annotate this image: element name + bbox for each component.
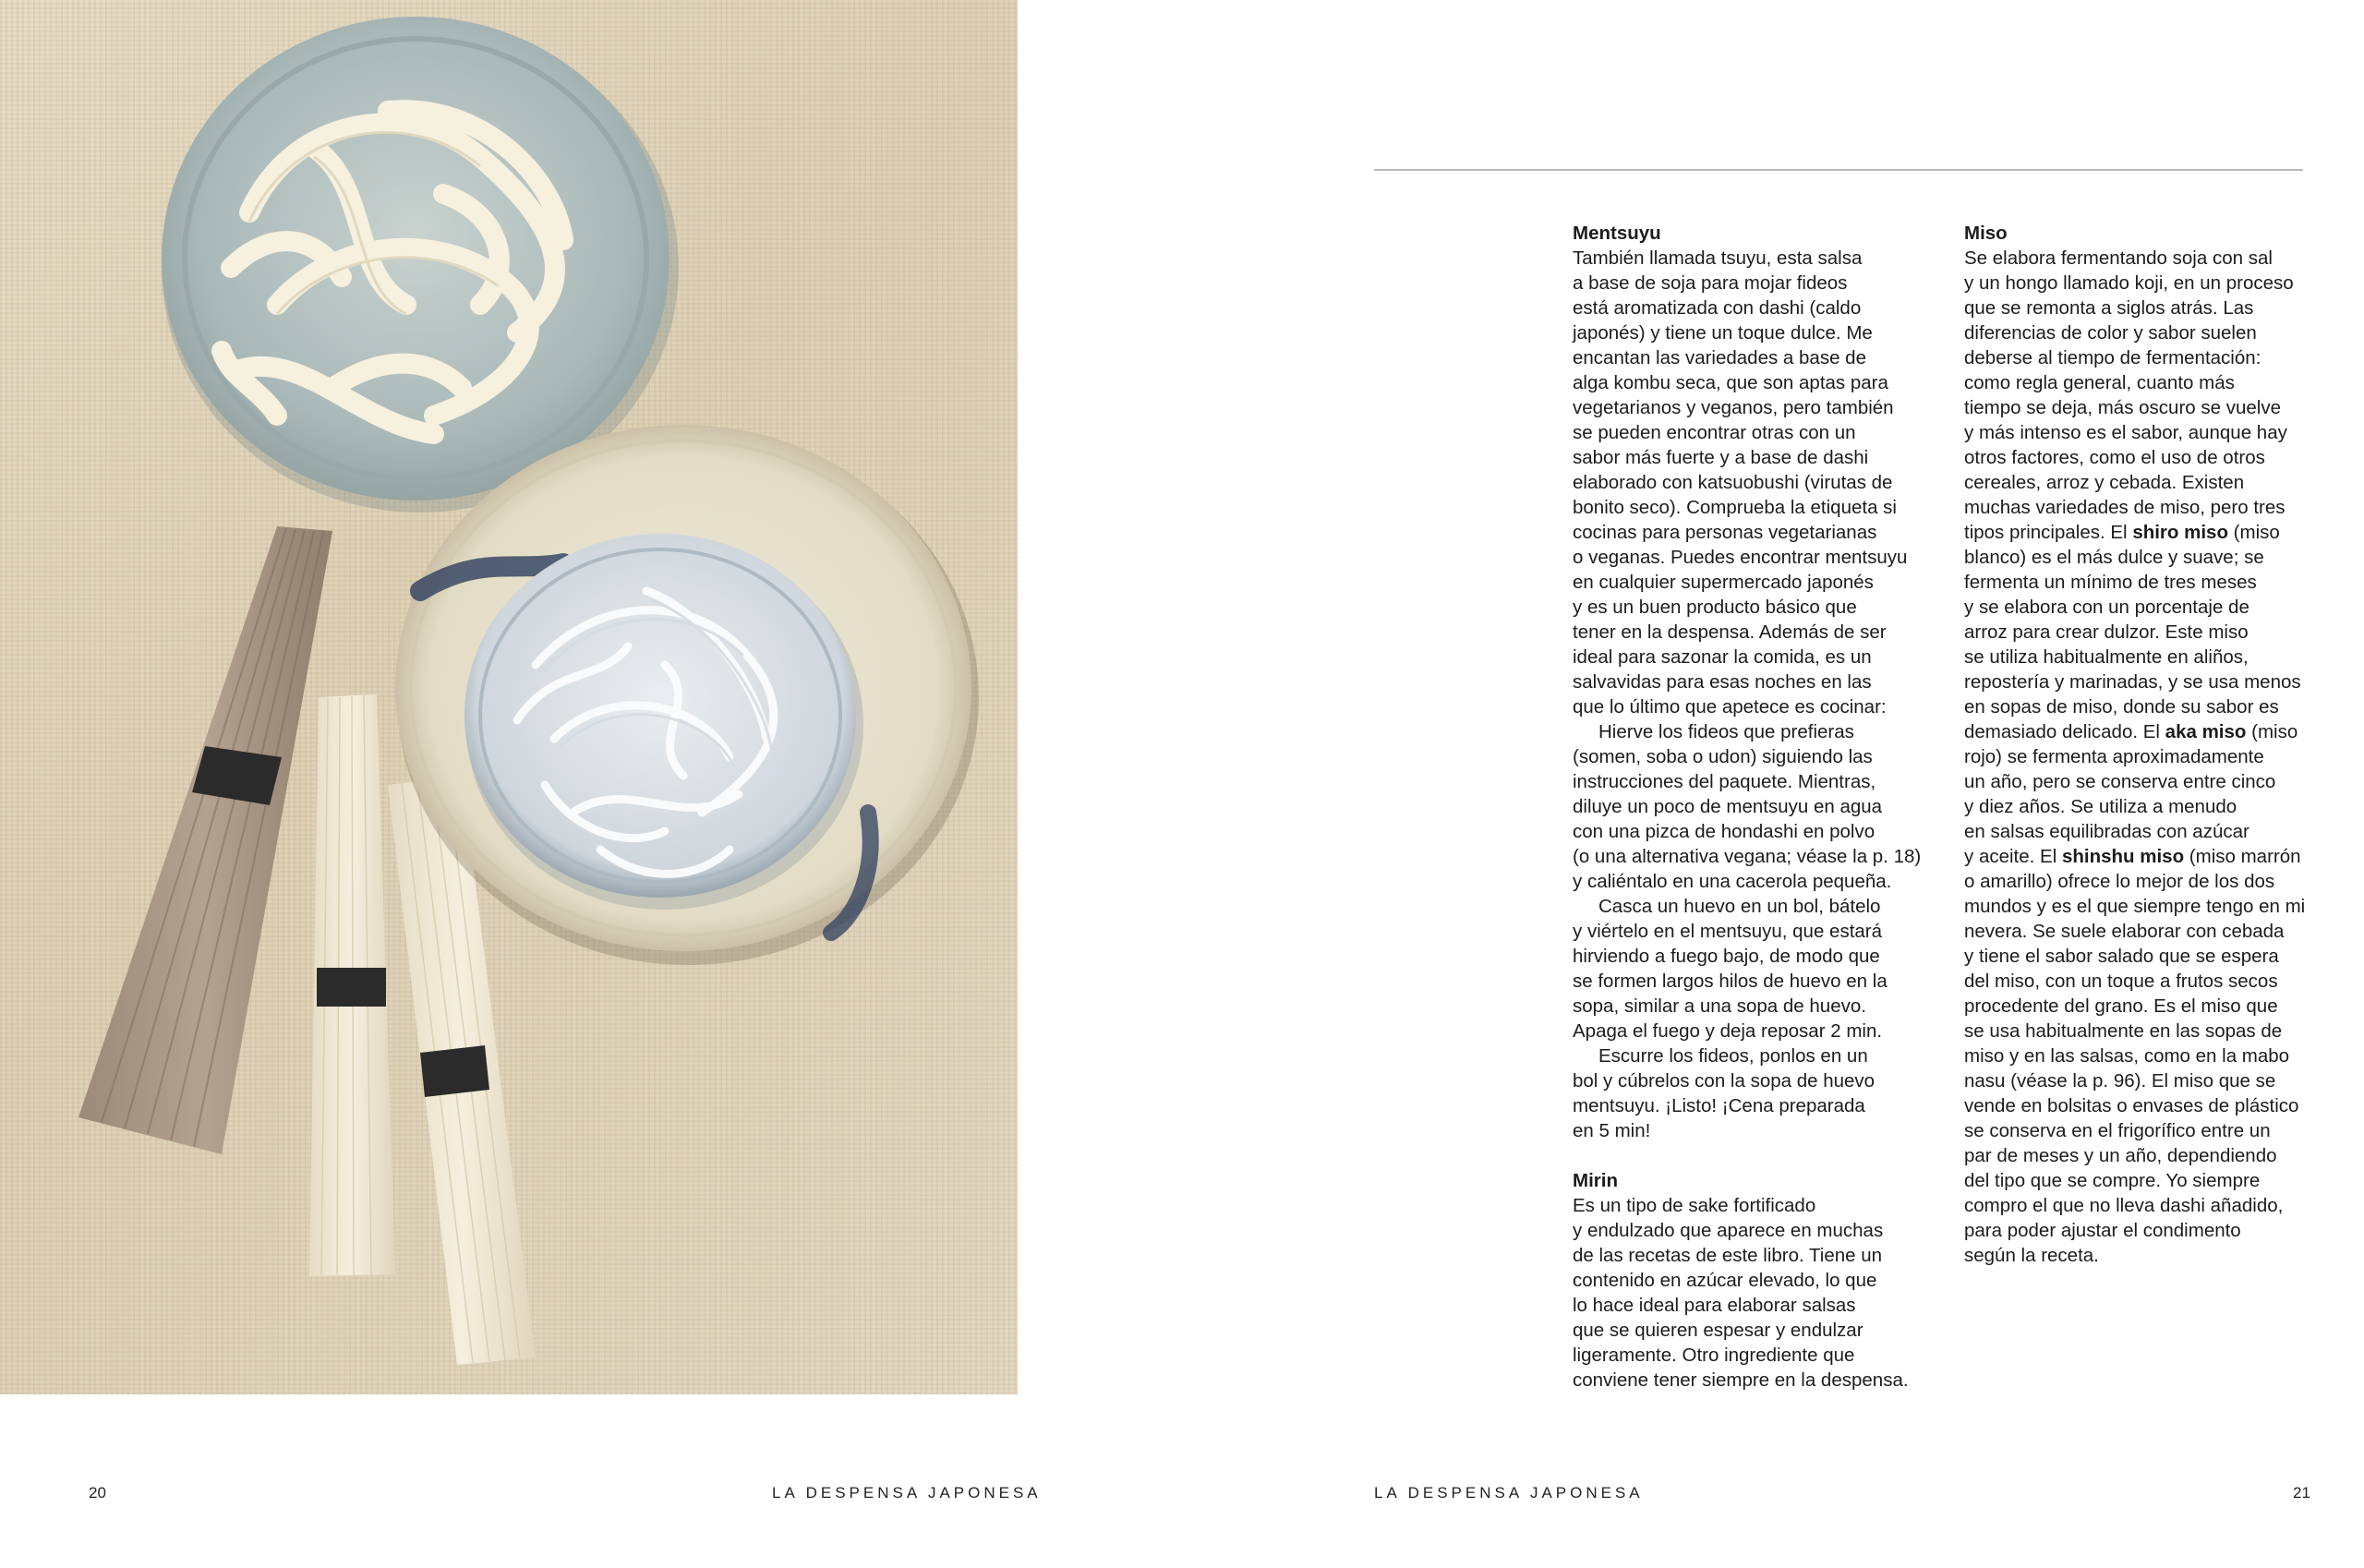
miso-line: cereales, arroz y cebada. Existen — [1964, 472, 2245, 493]
miso-text: y aceite. El — [1964, 846, 2062, 867]
shinshu-miso-term: shinshu miso — [2061, 846, 2185, 867]
mentsuyu-line: tener en la despensa. Además de ser — [1573, 621, 1887, 643]
aka-miso-term: aka miso — [2165, 721, 2247, 742]
running-head-right: LA DESPENSA JAPONESA — [1374, 1484, 1644, 1502]
mirin-line: que se quieren espesar y endulzar — [1573, 1320, 1863, 1341]
miso-line: y se elabora con un porcentaje de — [1964, 597, 2249, 618]
miso-text: tipos principales. El — [1964, 522, 2133, 543]
miso-line: mundos y es el que siempre tengo en mi — [1964, 896, 2306, 917]
miso-line: del miso, con un toque a frutos secos — [1964, 971, 2278, 992]
step1-line: (o una alternativa vegana; véase la p. 18) — [1573, 846, 1922, 867]
running-head-left: LA DESPENSA JAPONESA — [772, 1484, 1042, 1502]
mentsuyu-line: vegetarianos y veganos, pero también — [1573, 397, 1894, 418]
mentsuyu-line: cocinas para personas vegetarianas — [1573, 522, 1877, 543]
step2-line: sopa, similar a una sopa de huevo. — [1573, 995, 1866, 1017]
step1-line: con una pizca de hondashi en polvo — [1573, 821, 1876, 842]
step2-line: se formen largos hilos de huevo en la — [1573, 971, 1888, 992]
step2-line: Casca un huevo en un bol, bátelo — [1598, 896, 1881, 917]
mirin-line: y endulzado que aparece en muchas — [1573, 1220, 1884, 1241]
mentsuyu-line: bonito seco). Comprueba la etiqueta si — [1573, 497, 1897, 518]
miso-line: blanco) es el más dulce y suave; se — [1964, 547, 2264, 568]
miso-line: nevera. Se suele elaborar con cebada — [1964, 921, 2285, 942]
miso-line: que se remonta a siglos atrás. Las — [1964, 297, 2254, 319]
shiro-miso-term: shiro miso — [2132, 522, 2228, 543]
mentsuyu-line: o veganas. Puedes encontrar mentsuyu — [1573, 547, 1908, 568]
photo-illustration — [0, 0, 1018, 1394]
mentsuyu-line: alga kombu seca, que son aptas para — [1573, 372, 1888, 393]
page-number-right: 21 — [2293, 1484, 2310, 1502]
mentsuyu-line: elaborado con katsuobushi (virutas de — [1573, 472, 1893, 493]
mirin-line: contenido en azúcar elevado, lo que — [1573, 1270, 1877, 1291]
mentsuyu-line: salvavidas para esas noches en las — [1573, 671, 1872, 693]
step3-line: mentsuyu. ¡Listo! ¡Cena preparada — [1573, 1095, 1865, 1116]
miso-heading: Miso — [1964, 223, 2008, 244]
miso-line: según la receta. — [1964, 1245, 2099, 1266]
miso-line — [1964, 719, 2305, 744]
mentsuyu-line: También llamada tsuyu, esta salsa — [1573, 247, 1863, 269]
miso-line: se utiliza habitualmente en aliños, — [1964, 646, 2249, 668]
miso-line: arroz para crear dulzor. Este miso — [1964, 621, 2249, 643]
mirin-line: Es un tipo de sake fortificado — [1573, 1195, 1816, 1216]
step2-line: y viértelo en el mentsuyu, que estará — [1573, 921, 1883, 942]
step1-line: diluye un poco de mentsuyu en agua — [1573, 796, 1883, 817]
top-rule — [1374, 169, 2303, 171]
mentsuyu-line: encantan las variedades a base de — [1573, 347, 1866, 368]
mentsuyu-line: sabor más fuerte y a base de dashi — [1573, 447, 1869, 468]
mentsuyu-line: en cualquier supermercado japonés — [1573, 572, 1874, 593]
step3-line: Escurre los fideos, ponlos en un — [1598, 1045, 1868, 1067]
mentsuyu-line: se pueden encontrar otras con un — [1573, 422, 1856, 443]
miso-line: tiempo se deja, más oscuro se vuelve — [1964, 397, 2281, 418]
mirin-line: conviene tener siempre en la despensa. — [1573, 1369, 1909, 1391]
miso-line: rojo) se fermenta aproximadamente — [1964, 746, 2264, 767]
miso-text: (miso marrón — [2184, 846, 2301, 867]
mentsuyu-line: japonés) y tiene un toque dulce. Me — [1573, 322, 1873, 344]
mentsuyu-line: que lo último que apetece es cocinar: — [1573, 696, 1887, 718]
miso-line: diferencias de color y sabor suelen — [1964, 322, 2257, 344]
miso-line: repostería y marinadas, y se usa menos — [1964, 671, 2301, 693]
miso-line: se conserva en el frigorífico entre un — [1964, 1120, 2271, 1141]
step2-line: Apaga el fuego y deja reposar 2 min. — [1573, 1020, 1883, 1042]
miso-text: (miso — [2246, 721, 2298, 742]
miso-line: para poder ajustar el condimento — [1964, 1220, 2241, 1241]
miso-line — [1964, 844, 2305, 869]
text-column-left — [1573, 221, 1921, 1393]
mentsuyu-heading: Mentsuyu — [1573, 223, 1661, 244]
miso-line: un año, pero se conserva entre cinco — [1964, 771, 2276, 792]
page-number-left: 20 — [89, 1484, 106, 1502]
noodle-bowls-photo — [0, 0, 1018, 1394]
mirin-line: de las recetas de este libro. Tiene un — [1573, 1245, 1883, 1266]
miso-line: en sopas de miso, donde su sabor es — [1964, 696, 2279, 718]
miso-line: compro el que no lleva dashi añadido, — [1964, 1195, 2284, 1216]
miso-line: miso y en las salsas, como en la mabo — [1964, 1045, 2290, 1067]
miso-line: se usa habitualmente en las sopas de — [1964, 1020, 2283, 1042]
step1-line: Hierve los fideos que prefieras — [1598, 721, 1854, 742]
mentsuyu-line: y es un buen producto básico que — [1573, 597, 1857, 618]
somen-bundle-left — [309, 694, 395, 1276]
step1-line: instrucciones del paquete. Mientras, — [1573, 771, 1876, 792]
miso-line: Se elabora fermentando soja con sal — [1964, 247, 2273, 269]
miso-line: nasu (véase la p. 96). El miso que se — [1964, 1070, 2276, 1092]
miso-line: y un hongo llamado koji, en un proceso — [1964, 272, 2294, 294]
miso-text: demasiado delicado. El — [1964, 721, 2165, 742]
miso-line: vende en bolsitas o envases de plástico — [1964, 1095, 2299, 1116]
step1-line: y caliéntalo en una cacerola pequeña. — [1573, 871, 1892, 892]
paragraph-gap — [1573, 1143, 1921, 1168]
miso-line: y tiene el sabor salado que se espera — [1964, 946, 2279, 967]
miso-line: fermenta un mínimo de tres meses — [1964, 572, 2257, 593]
miso-line: como regla general, cuanto más — [1964, 372, 2235, 393]
miso-text: (miso — [2227, 522, 2280, 543]
mentsuyu-line: a base de soja para mojar fideos — [1573, 272, 1848, 294]
miso-line: deberse al tiempo de fermentación: — [1964, 347, 2261, 368]
miso-line: y diez años. Se utiliza a menudo — [1964, 796, 2237, 817]
step2-line: hirviendo a fuego bajo, de modo que — [1573, 946, 1880, 967]
mentsuyu-line: ideal para sazonar la comida, es un — [1573, 646, 1872, 668]
miso-line: del tipo que se compre. Yo siempre — [1964, 1170, 2261, 1191]
mentsuyu-line: está aromatizada con dashi (caldo — [1573, 297, 1862, 319]
miso-line: par de meses y un año, dependiendo — [1964, 1145, 2277, 1166]
step3-line: bol y cúbrelos con la sopa de huevo — [1573, 1070, 1876, 1092]
miso-line: y más intenso es el sabor, aunque hay — [1964, 422, 2287, 443]
mirin-line: lo hace ideal para elaborar salsas — [1573, 1295, 1856, 1316]
miso-line: muchas variedades de miso, pero tres — [1964, 497, 2286, 518]
mirin-line: ligeramente. Otro ingrediente que — [1573, 1345, 1855, 1366]
miso-line: otros factores, como el uso de otros — [1964, 447, 2265, 468]
miso-line: o amarillo) ofrece lo mejor de los dos — [1964, 871, 2275, 892]
miso-line — [1964, 520, 2305, 545]
miso-line: en salsas equilibradas con azúcar — [1964, 821, 2249, 842]
text-column-right — [1964, 221, 2305, 1268]
step1-line: (somen, soba o udon) siguiendo las — [1573, 746, 1873, 767]
step3-line: en 5 min! — [1573, 1120, 1651, 1141]
mirin-heading: Mirin — [1573, 1170, 1618, 1191]
soba-bundle — [78, 526, 332, 1154]
miso-line: procedente del grano. Es el miso que — [1964, 995, 2278, 1017]
